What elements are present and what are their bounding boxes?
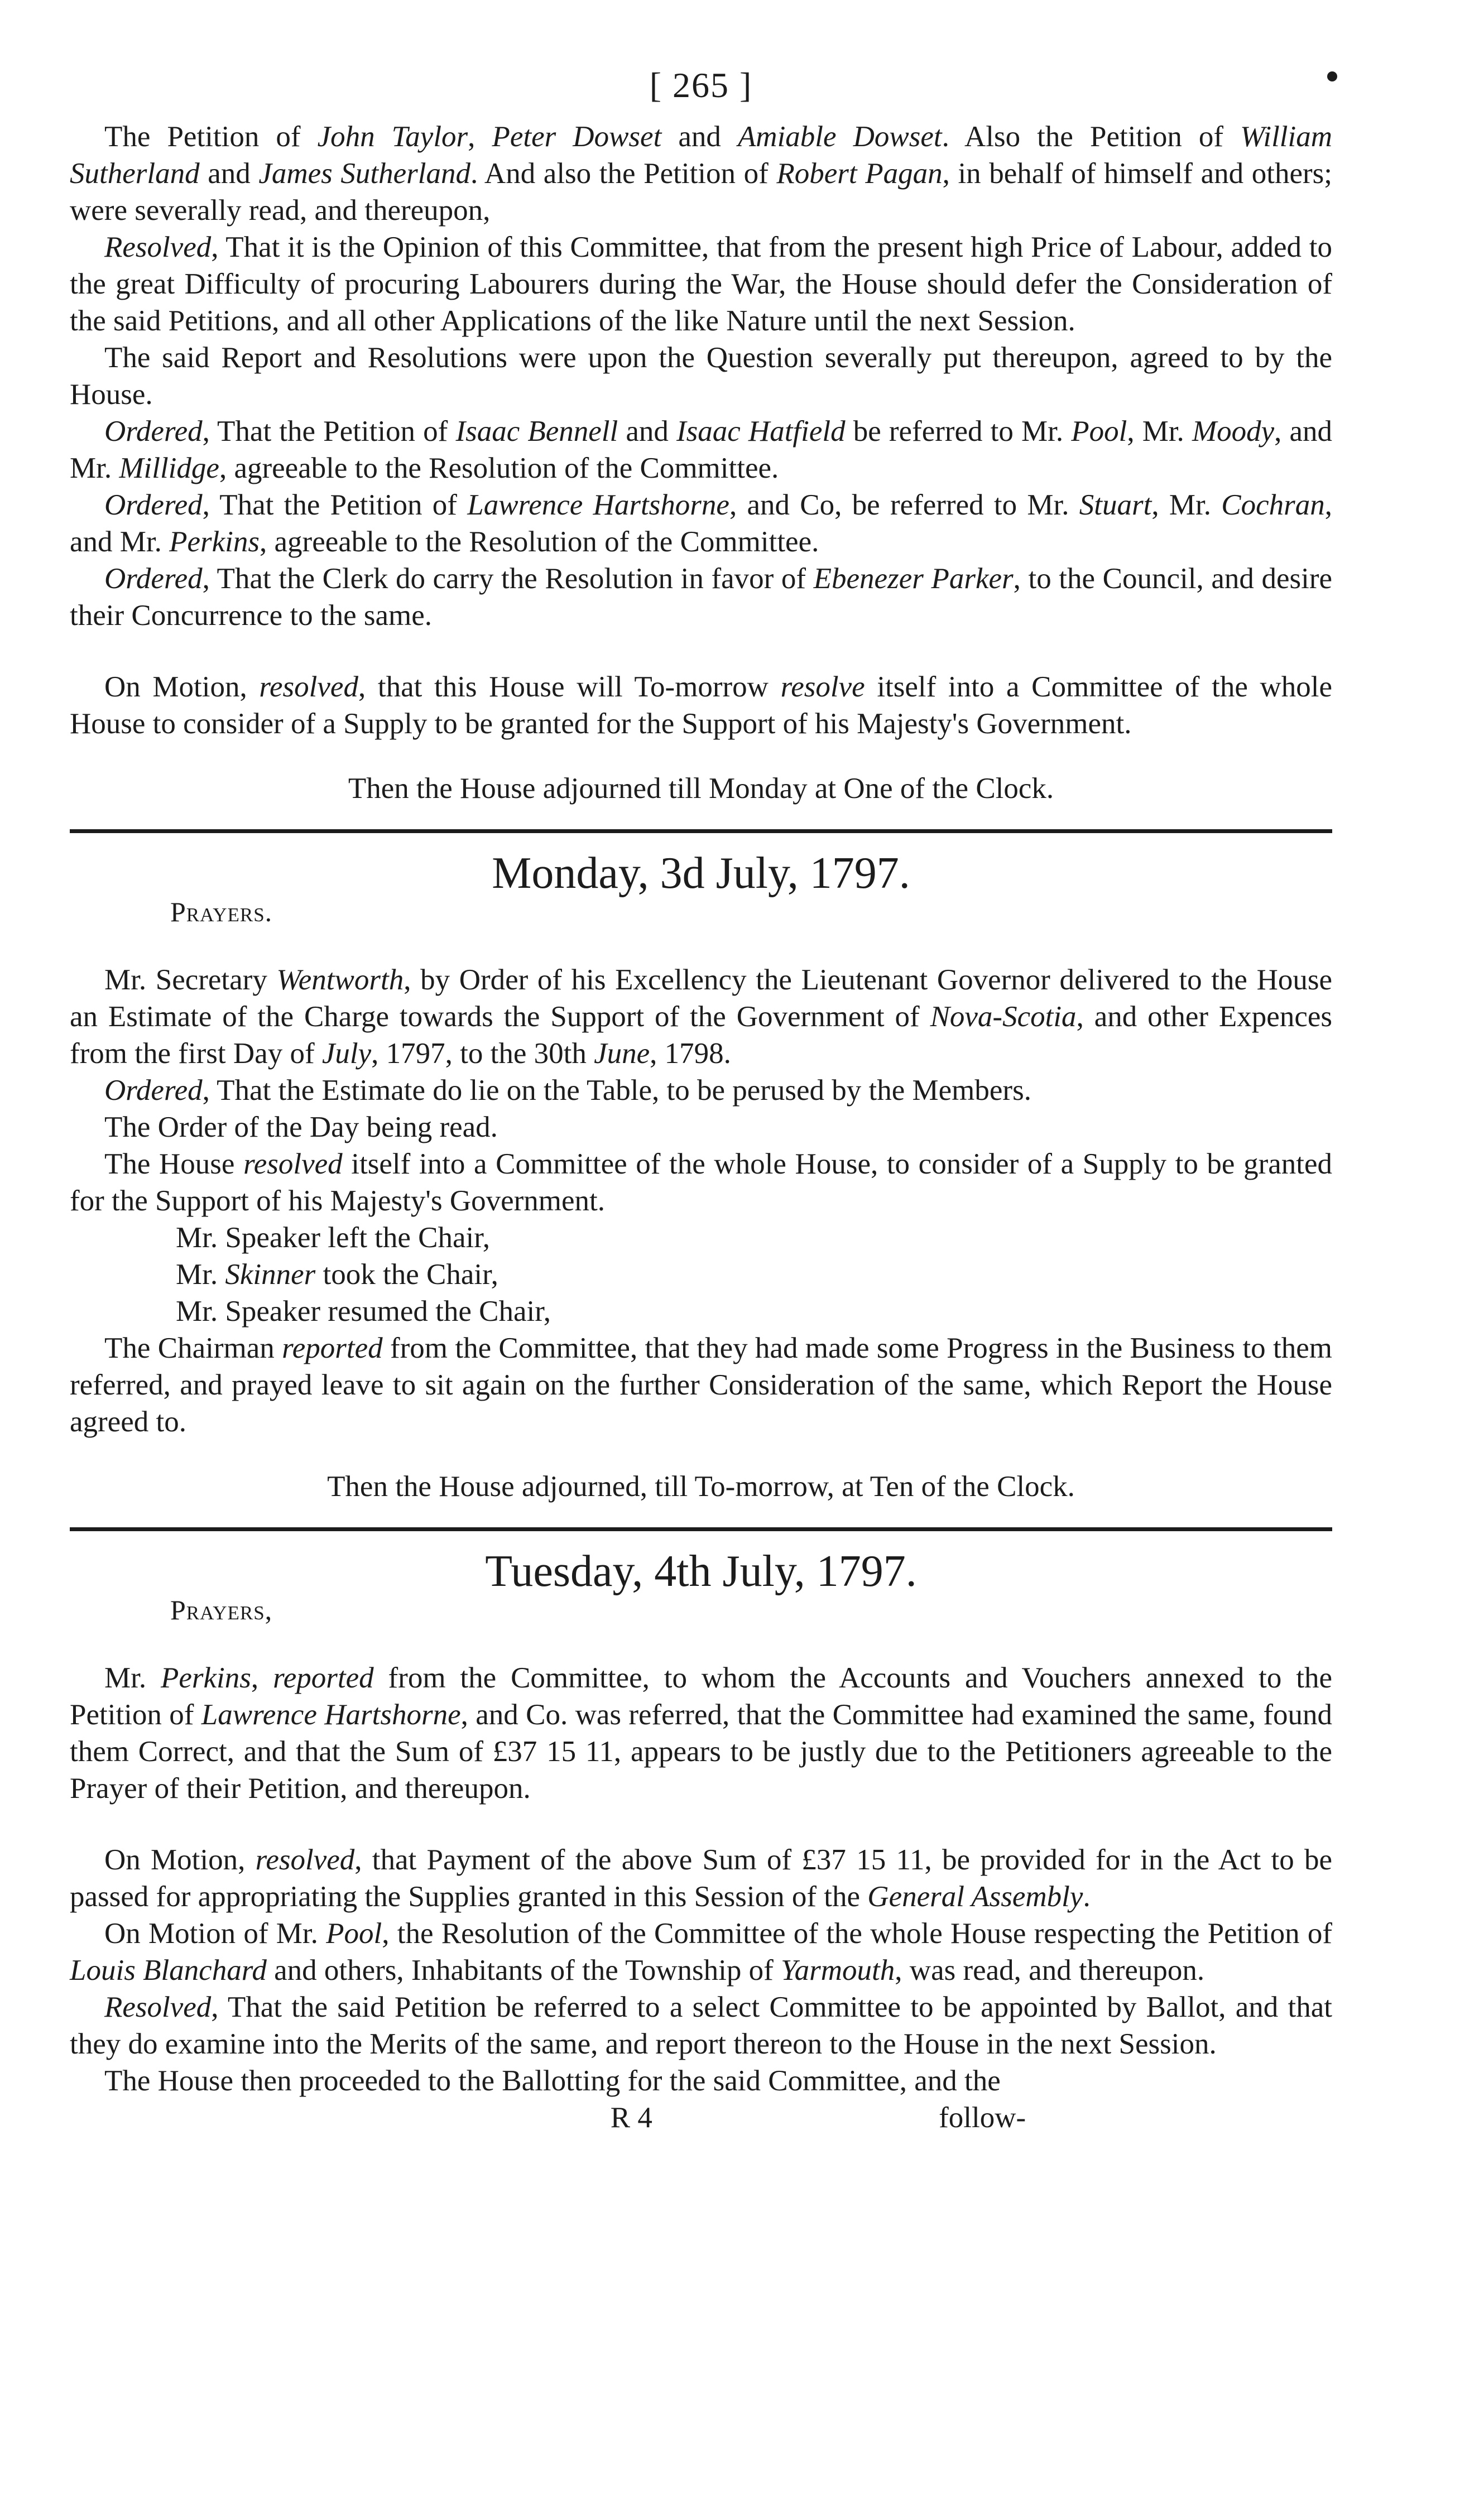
- italic-text: Stuart: [1079, 489, 1152, 521]
- text: Mr. Secretary: [104, 964, 277, 996]
- italic-text: July: [321, 1037, 372, 1070]
- paragraph: [70, 1072, 1332, 1109]
- italic-text: Amiable Dowset: [737, 121, 942, 153]
- text: from the Committee, to whom the Accounts and Vouchers annexed to the Petition of: [70, 1662, 1333, 1731]
- text: took the Chair,: [315, 1258, 498, 1291]
- paragraph: [70, 961, 1332, 1072]
- paragraph: [176, 1219, 1332, 1256]
- paragraph: [70, 487, 1332, 560]
- section-tuesday: [70, 1660, 1332, 2099]
- text: , Mr.: [1127, 415, 1192, 448]
- text: ,: [251, 1662, 273, 1694]
- italic-text: Ordered: [104, 489, 203, 521]
- italic-text: Perkins: [161, 1662, 251, 1694]
- paragraph: [70, 560, 1332, 634]
- text: The said Report and Resolutions were upon the Question severally put thereupon, agreed to by the House.: [70, 342, 1332, 411]
- italic-text: Robert Pagan: [776, 157, 943, 190]
- paragraph: [70, 229, 1332, 339]
- text: , Mr.: [1151, 489, 1222, 521]
- text: , and Co, be referred to Mr.: [729, 489, 1079, 521]
- italic-text: General Assembly: [867, 1881, 1083, 1913]
- text: and: [199, 157, 259, 190]
- italic-text: Skinner: [225, 1258, 316, 1291]
- paragraph: [176, 1293, 1332, 1330]
- paragraph: [70, 1109, 1332, 1146]
- text: .: [1083, 1881, 1091, 1913]
- paragraph: [70, 1660, 1332, 1807]
- text: and: [661, 121, 738, 153]
- italic-text: Pool: [1071, 415, 1127, 448]
- text: , by Order of his Excellency the Lieutenant Governor delivered to the House an Estimate of the Charge towards the Support of the Government of: [70, 964, 1332, 1033]
- text: . And also the Petition of: [470, 157, 777, 190]
- italic-text: resolved: [259, 671, 358, 703]
- page-content: [70, 67, 1332, 2136]
- page-number: [ 265 ]: [649, 65, 753, 105]
- italic-text: Isaac Bennell: [455, 415, 618, 448]
- section-preceding-day: [70, 118, 1332, 742]
- text: ,: [468, 121, 492, 153]
- catchword: follow-: [939, 2101, 1026, 2134]
- text: , was read, and thereupon.: [895, 1954, 1205, 1987]
- italic-text: Ebenezer Parker: [813, 562, 1014, 595]
- text: Mr.: [176, 1258, 225, 1291]
- paragraph: [70, 669, 1332, 742]
- text: , that this House will To-morrow: [358, 671, 781, 703]
- text: The House then proceeded to the Ballotting for the said Committee, and the: [104, 2065, 1001, 2097]
- text: , agreeable to the Resolution of the Committee.: [260, 526, 819, 558]
- text: On Motion of Mr.: [104, 1917, 326, 1950]
- text: Mr. Speaker left the Chair,: [176, 1221, 491, 1254]
- text: , to the Council, and desire their Concurrence to the same.: [70, 562, 1333, 632]
- text: On Motion,: [104, 1844, 256, 1876]
- date-heading-monday: Monday, 3d July, 1797.: [492, 849, 910, 898]
- text: itself into a Committee of the whole House, to consider of a Supply to be granted for the Support of his Majesty's Government.: [70, 1148, 1333, 1217]
- italic-text: John Taylor: [317, 121, 468, 153]
- text: and: [618, 415, 676, 448]
- italic-text: Resolved: [104, 1991, 212, 2023]
- italic-text: Yarmouth: [781, 1954, 895, 1987]
- paragraph: [176, 1256, 1332, 1293]
- text: The House: [104, 1148, 244, 1180]
- italic-text: Cochran: [1221, 489, 1325, 521]
- italic-text: Nova-Scotia: [930, 1001, 1077, 1033]
- text: from the Committee, that they had made some Progress in the Business to them referred, and prayed leave to sit again on the further Consideration of the same, which Report the House agreed to.: [70, 1332, 1332, 1438]
- text: On Motion,: [104, 671, 260, 703]
- text: , agreeable to the Resolution of the Committee.: [219, 452, 779, 484]
- date-heading-tuesday: Tuesday, 4th July, 1797.: [485, 1547, 917, 1596]
- signature-mark: R 4: [610, 2101, 652, 2134]
- italic-text: Wentworth: [276, 964, 404, 996]
- text: , the Resolution of the Committee of the whole House respecting the Petition of: [382, 1917, 1332, 1950]
- text: Mr.: [104, 1662, 161, 1694]
- italic-text: Louis Blanchard: [70, 1954, 267, 1987]
- text: , That the Petition of: [202, 415, 456, 448]
- italic-text: Lawrence Hartshorne: [467, 489, 729, 521]
- text: Mr. Speaker resumed the Chair,: [176, 1295, 551, 1328]
- text: , That the said Petition be referred to a select Committee to be appointed by Ballot, and that they do examine into the Merits of the same, and report thereon to the House in the next Session.: [70, 1991, 1332, 2060]
- section-divider: [70, 1527, 1332, 1531]
- italic-text: Peter Dowset: [492, 121, 662, 153]
- italic-text: Resolved: [104, 231, 212, 263]
- text: , That the Petition of: [202, 489, 468, 521]
- text: , That the Estimate do lie on the Table, to be perused by the Members.: [202, 1074, 1031, 1107]
- text: itself into a Committee of the whole House to consider of a Supply to be granted for the Support of his Majesty's Government.: [70, 671, 1332, 740]
- section-monday: [70, 961, 1332, 1440]
- text: , and Co. was referred, that the Committee had examined the same, found them Correct, and that the Sum of £37 15 11, appears to be justly due to the Petitioners agreeable to the Prayer of their Petition, and thereupon.: [70, 1699, 1332, 1805]
- italic-text: June: [594, 1037, 650, 1070]
- paragraph: [70, 1989, 1332, 2062]
- text: , in behalf of himself and others; were severally read, and thereupon,: [70, 157, 1333, 227]
- text: The Chairman: [104, 1332, 282, 1364]
- text: , That the Clerk do carry the Resolution in favor of: [202, 562, 814, 595]
- text: . Also the Petition of: [942, 121, 1241, 153]
- text: , 1797, to the 30th: [371, 1037, 594, 1070]
- text: and others, Inhabitants of the Township of: [266, 1954, 781, 1987]
- adjournment-notice: Then the House adjourned, till To-morrow, at Ten of the Clock.: [327, 1470, 1075, 1503]
- italic-text: Millidge: [119, 452, 219, 484]
- text: , and Mr.: [70, 489, 1332, 558]
- italic-text: Pool: [326, 1917, 382, 1950]
- text: The Order of the Day being read.: [104, 1111, 498, 1143]
- paragraph: [70, 1330, 1332, 1440]
- italic-text: reported: [282, 1332, 383, 1364]
- text: be referred to Mr.: [845, 415, 1072, 448]
- italic-text: James Sutherland: [258, 157, 470, 190]
- italic-text: Isaac Hatfield: [676, 415, 846, 448]
- paragraph: [70, 1915, 1332, 1989]
- paragraph: [70, 118, 1332, 229]
- italic-text: resolved: [255, 1844, 355, 1876]
- italic-text: Moody: [1192, 415, 1275, 448]
- paragraph: [70, 339, 1332, 413]
- prayers-label: Prayers,: [170, 1594, 273, 1626]
- text: , and Mr.: [70, 415, 1333, 484]
- text: , that Payment of the above Sum of £37 15 11, be provided for in the Act to be passed for appropriating the Supplies granted in this Session of the: [70, 1844, 1332, 1913]
- italic-text: William Sutherland: [70, 121, 1333, 190]
- text: , That it is the Opinion of this Committee, that from the present high Price of Labour, added to the great Difficulty of procuring Labourers during the War, the House should defer the Consideration of the said Petitions, and all other Applications of the like Nature until the next Session.: [70, 231, 1332, 337]
- text: , 1798.: [650, 1037, 731, 1070]
- italic-text: Ordered: [104, 562, 203, 595]
- italic-text: Ordered: [104, 1074, 203, 1107]
- text: , and other Expences from the first Day of: [70, 1001, 1332, 1070]
- paragraph: [70, 1146, 1332, 1219]
- italic-text: resolve: [780, 671, 865, 703]
- prayers-label: Prayers.: [170, 896, 273, 927]
- text: The Petition of: [104, 121, 318, 153]
- italic-text: Ordered: [104, 415, 203, 448]
- italic-text: resolved: [243, 1148, 343, 1180]
- page-footer: [70, 2099, 1332, 2136]
- paragraph: [70, 2062, 1332, 2099]
- italic-text: reported: [273, 1662, 374, 1694]
- italic-text: Perkins: [169, 526, 260, 558]
- section-divider: [70, 829, 1332, 833]
- adjournment-notice: Then the House adjourned till Monday at One of the Clock.: [348, 772, 1054, 805]
- paragraph: [70, 1841, 1332, 1915]
- italic-text: Lawrence Hartshorne: [201, 1699, 461, 1731]
- paragraph: [70, 413, 1332, 487]
